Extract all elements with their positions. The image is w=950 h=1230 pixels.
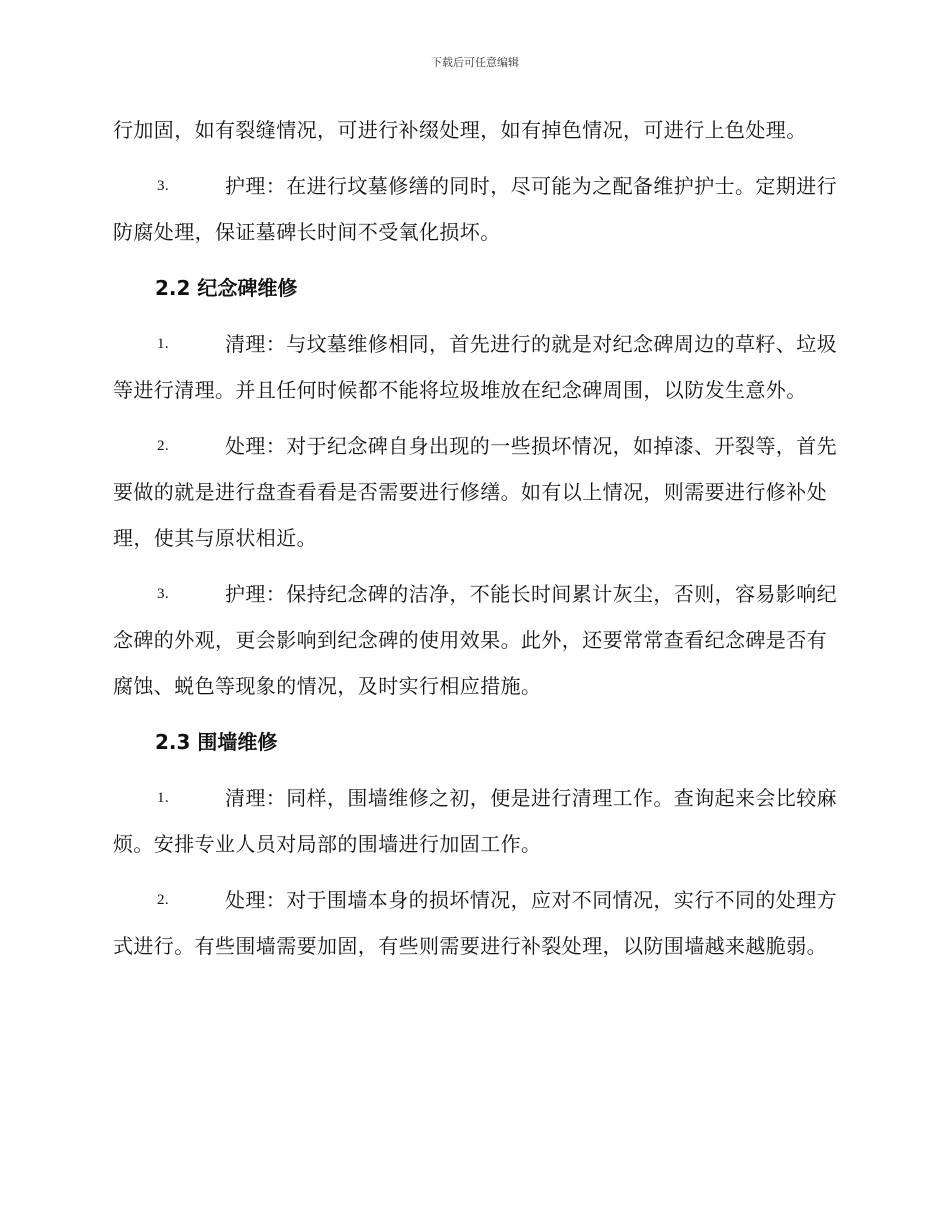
list-number: 2. (157, 892, 170, 908)
list-item-wall-treat (113, 877, 838, 969)
list-number: 3. (157, 586, 170, 602)
list-number: 1. (157, 790, 170, 806)
paragraph-continuation: 行加固，如有裂缝情况，可进行补缀处理，如有掉色情况，可进行上色处理。 (113, 118, 807, 142)
list-number: 2. (157, 438, 170, 454)
list-item-text: 护理：保持纪念碑的洁净，不能长时间累计灰尘，否则，容易影响纪念碑的外观，更会影响到纪念碑的使用效果。此外，还要常常查看纪念碑是否有腐蚀、蜕色等现象的情况，及时实行相应措施。 (113, 582, 837, 698)
list-item-text: 处理：对于纪念碑自身出现的一些损坏情况，如掉漆、开裂等，首先要做的就是进行盘查看看是否需要进行修缮。如有以上情况，则需要进行修补处理，使其与原状相近。 (113, 434, 837, 550)
document-body (113, 107, 838, 969)
list-number: 1. (157, 336, 170, 352)
list-item-wall-clean (113, 775, 838, 867)
list-number: 3. (157, 178, 170, 194)
list-item-monument-treat (113, 423, 838, 561)
list-item-text: 清理：与坟墓维修相同，首先进行的就是对纪念碑周边的草籽、垃圾等进行清理。并且任何时候都不能将垃圾堆放在纪念碑周围，以防发生意外。 (113, 332, 837, 402)
list-item-monument-care (113, 571, 838, 709)
section-heading-wall: 2.3 围墙维修 (155, 730, 278, 754)
list-item-text: 处理：对于围墙本身的损坏情况，应对不同情况，实行不同的处理方式进行。有些围墙需要加固，有些则需要进行补裂处理，以防围墙越来越脆弱。 (113, 888, 837, 958)
section-heading-monument: 2.2 纪念碑维修 (155, 276, 298, 300)
list-item-text: 清理：同样，围墙维修之初，便是进行清理工作。查询起来会比较麻烦。安排专业人员对局部的围墙进行加固工作。 (113, 786, 837, 856)
list-item-text: 护理：在进行坟墓修缮的同时，尽可能为之配备维护护士。定期进行防腐处理，保证墓碑长时间不受氧化损坏。 (113, 174, 837, 244)
list-item-monument-clean (113, 321, 838, 413)
list-item-tomb-care (113, 163, 838, 255)
page-header: 下载后可任意编辑 (431, 56, 519, 69)
